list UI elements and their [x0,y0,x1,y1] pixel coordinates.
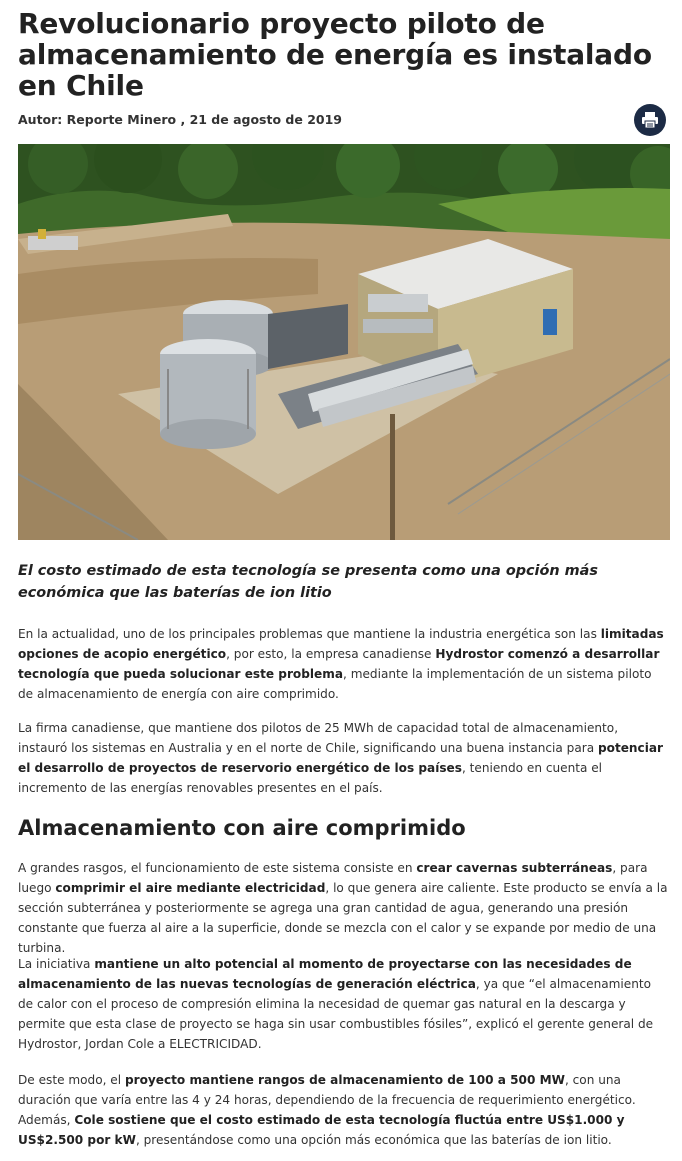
paragraph-4: La iniciativa mantiene un alto potencial al momento de proyectarse con las necesidades de almacenamiento de las nuevas tecnologías de generación eléctrica, ya que “el almacenamiento de calor con el proceso de compresión elimina la necesidad de quemar gas natural en la descarga y permite que esta clase de proyecto se haga sin usar combustibles fósiles”, explicó el gerente general de Hydrostor, Jordan Cole a ELECTRICIDAD. [18,957,654,1051]
paragraph-3: A grandes rasgos, el funcionamiento de este sistema consiste en crear cavernas subterráneas, para luego comprimir el aire mediante electricidad, lo que genera aire caliente. Este producto se envía a la sección subterránea y posteriormente se agrega una gran cantidad de agua, generando una presión constante que fuerza al aire a la superficie, donde se mezcla con el calor y se expande por medio de una turbina. [18,861,668,955]
paragraph-1: En la actualidad, uno de los principales problemas que mantiene la industria energética son las limitadas opciones de acopio energético, por esto, la empresa canadiense Hydrostor comenzó a desarrollar tecnología que pueda solucionar este problema, mediante la implementación de un sistema piloto de almacenamiento de energía con aire comprimido. [18,627,664,701]
article-lead: El costo estimado de esta tecnología se presenta como una opción más económica que las baterías de ion litio [18,563,598,601]
author-line: Autor: Reporte Minero , 21 de agosto de 2019 [18,112,342,127]
section-heading: Almacenamiento con aire comprimido [18,816,466,840]
article-title: Revolucionario proyecto piloto de almacenamiento de energía es instalado en Chile [18,7,652,102]
article-image [18,144,670,540]
paragraph-2: La firma canadiense, que mantiene dos pilotos de 25 MWh de capacidad total de almacenamiento, instauró los sistemas en Australia y en el norte de Chile, significando una buena instancia para potenciar el desarrollo de proyectos de reservorio energético de los países, teniendo en cuenta el incremento de las energías renovables presentes en el país. [18,721,663,795]
print-button[interactable] [634,104,666,136]
printer-icon [640,110,660,130]
paragraph-5: De este modo, el proyecto mantiene rangos de almacenamiento de 100 a 500 MW, con una duración que varía entre las 4 y 24 horas, dependiendo de la frecuencia de requerimiento energético. Además, Cole sostiene que el costo estimado de esta tecnología fluctúa entre US$1.000 y US$2.500 por kW, presentándose como una opción más económica que las baterías de ion litio. [18,1073,636,1147]
